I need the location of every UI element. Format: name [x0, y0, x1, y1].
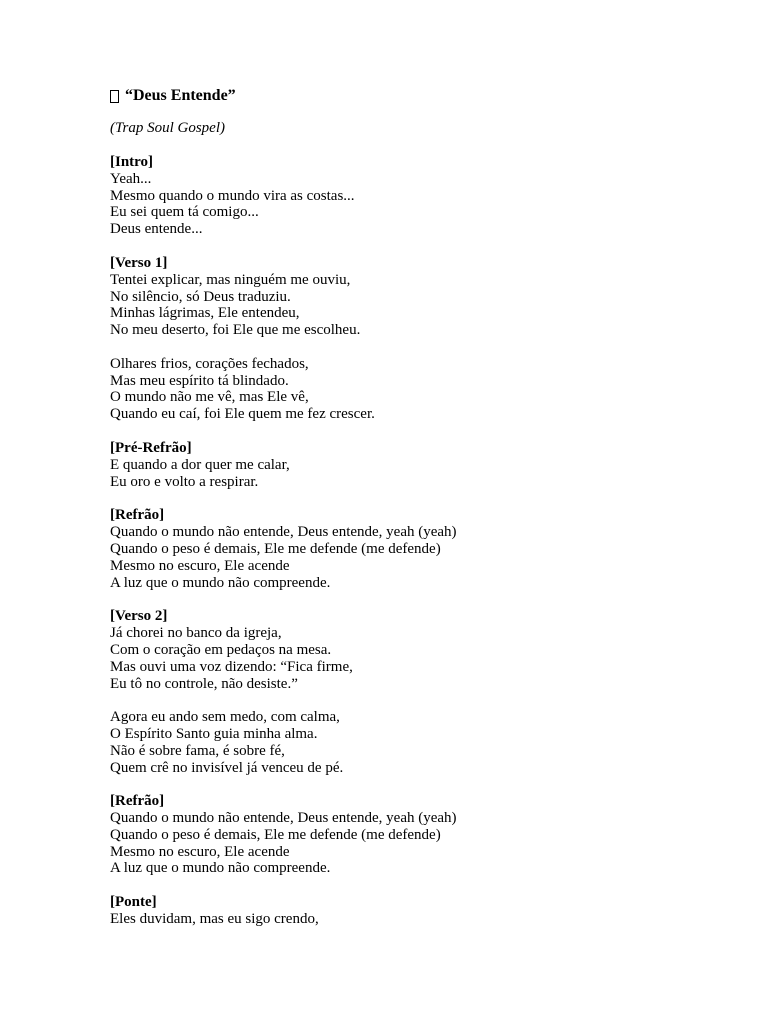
lyric-line: Quem crê no invisível já venceu de pé.: [110, 759, 344, 776]
lyrics-content: [110, 86, 710, 928]
lyric-line: Mesmo no escuro, Ele acende: [110, 557, 290, 574]
lyrics-section: [110, 154, 710, 238]
lyrics-section: [110, 440, 710, 490]
lyric-line: Com o coração em pedaços na mesa.: [110, 641, 332, 658]
section-label: [Pré-Refrão]: [110, 439, 192, 456]
song-subtitle: (Trap Soul Gospel): [110, 120, 226, 136]
lyric-line: Eu sei quem tá comigo...: [110, 204, 259, 221]
missing-glyph-icon: [110, 90, 119, 103]
lyric-line: Agora eu ando sem medo, com calma,: [110, 709, 340, 726]
lyric-line: Quando o peso é demais, Ele me defende (me defende): [110, 826, 441, 843]
lyric-line: E quando a dor quer me calar,: [110, 456, 290, 473]
lyric-line: Mas meu espírito tá blindado.: [110, 372, 289, 389]
stanza-gap: [110, 339, 710, 356]
section-label: [Ponte]: [110, 894, 157, 911]
lyric-line: Quando o mundo não entende, Deus entende, yeah (yeah): [110, 810, 457, 827]
stanza-gap: [110, 692, 710, 709]
section-label: [Verso 2]: [110, 608, 168, 625]
lyric-line: No meu deserto, foi Ele que me escolheu.: [110, 322, 361, 339]
lyric-line: Minhas lágrimas, Ele entendeu,: [110, 305, 300, 322]
lyric-line: Mas ouvi uma voz dizendo: “Fica firme,: [110, 658, 353, 675]
lyrics-section: [110, 894, 710, 928]
lyrics-section: [110, 608, 710, 776]
lyrics-sections: [110, 154, 710, 928]
lyric-line: O Espírito Santo guia minha alma.: [110, 725, 318, 742]
lyric-line: O mundo não me vê, mas Ele vê,: [110, 389, 309, 406]
lyrics-section: [110, 507, 710, 591]
lyric-line: Deus entende...: [110, 221, 203, 238]
section-label: [Refrão]: [110, 793, 165, 810]
lyric-line: Já chorei no banco da igreja,: [110, 625, 282, 642]
lyric-line: Eles duvidam, mas eu sigo crendo,: [110, 911, 319, 928]
section-label: [Refrão]: [110, 507, 165, 524]
lyrics-section: [110, 255, 710, 423]
lyric-line: Eu oro e volto a respirar.: [110, 473, 259, 490]
lyric-line: Quando o peso é demais, Ele me defende (me defende): [110, 540, 441, 557]
lyric-line: Yeah...: [110, 170, 152, 187]
lyric-line: A luz que o mundo não compreende.: [110, 860, 331, 877]
song-title: [110, 86, 710, 106]
lyric-line: Mesmo quando o mundo vira as costas...: [110, 187, 355, 204]
lyrics-section: [110, 793, 710, 877]
lyric-line: No silêncio, só Deus traduziu.: [110, 288, 291, 305]
lyric-line: Eu tô no controle, não desiste.”: [110, 675, 298, 692]
section-label: [Verso 1]: [110, 254, 168, 271]
lyric-line: Tentei explicar, mas ninguém me ouviu,: [110, 271, 351, 288]
section-label: [Intro]: [110, 154, 154, 170]
lyric-line: Quando eu caí, foi Ele quem me fez crescer.: [110, 406, 375, 423]
lyric-line: A luz que o mundo não compreende.: [110, 574, 331, 591]
lyric-line: Olhares frios, corações fechados,: [110, 355, 309, 372]
song-title-text: “Deus Entende”: [125, 87, 236, 104]
lyric-line: Quando o mundo não entende, Deus entende, yeah (yeah): [110, 524, 457, 541]
lyric-line: Não é sobre fama, é sobre fé,: [110, 742, 285, 759]
lyric-line: Mesmo no escuro, Ele acende: [110, 843, 290, 860]
